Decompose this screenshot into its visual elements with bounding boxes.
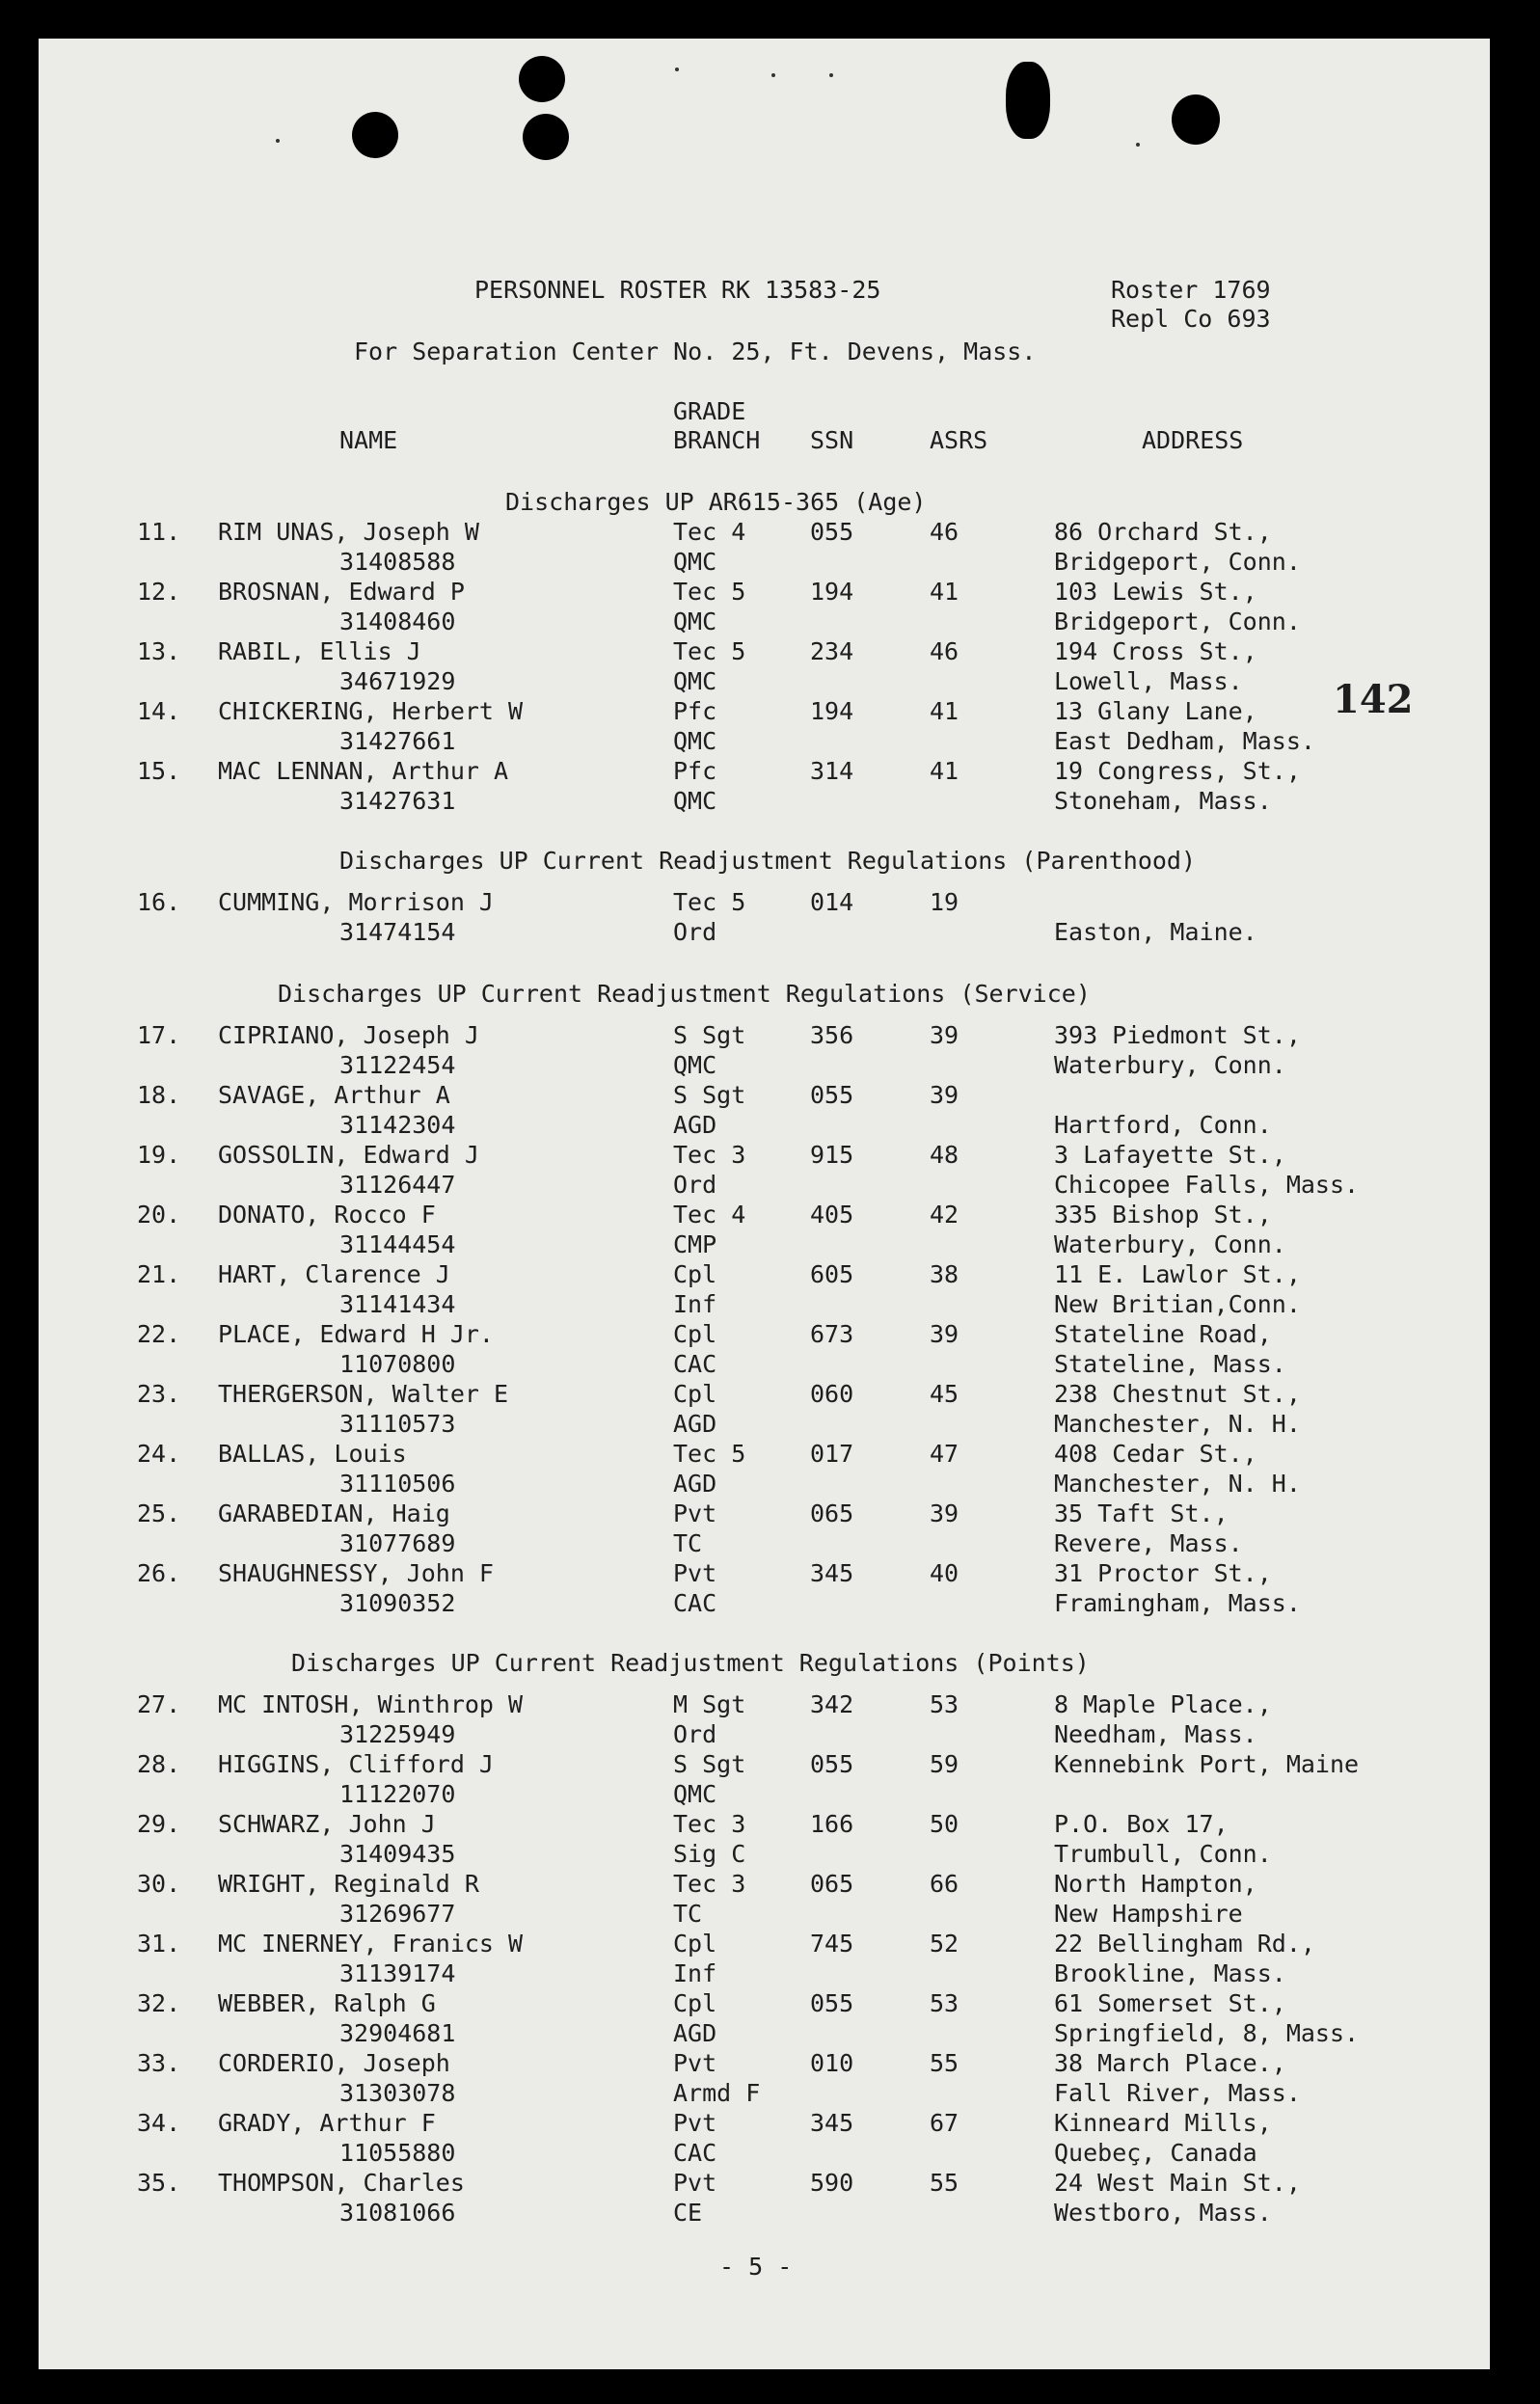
separation-center-line: For Separation Center No. 25, Ft. Devens, Mass. xyxy=(354,338,1037,365)
cell-branch: CAC xyxy=(673,1589,717,1617)
table-row xyxy=(39,2108,1490,2168)
cell-num: 13. xyxy=(137,637,181,665)
cell-asrs: 42 xyxy=(930,1201,959,1229)
cell-serial: 31427661 xyxy=(339,727,456,755)
cell-serial: 31427631 xyxy=(339,787,456,815)
section-heading: Discharges UP AR615-365 (Age) xyxy=(505,488,927,516)
cell-branch: QMC xyxy=(673,608,717,635)
cell-num: 20. xyxy=(137,1201,181,1229)
cell-name: GRADY, Arthur F xyxy=(218,2109,436,2137)
cell-ssn: 194 xyxy=(810,578,854,606)
cell-ssn: 055 xyxy=(810,518,854,546)
cell-addr2: Bridgeport, Conn. xyxy=(1054,548,1301,576)
cell-num: 12. xyxy=(137,578,181,606)
cell-addr2: Stoneham, Mass. xyxy=(1054,787,1272,815)
cell-num: 21. xyxy=(137,1260,181,1288)
cell-name: CUMMING, Morrison J xyxy=(218,888,494,916)
table-row xyxy=(39,1140,1490,1200)
cell-branch: QMC xyxy=(673,548,717,576)
cell-serial: 31077689 xyxy=(339,1529,456,1557)
cell-name: RABIL, Ellis J xyxy=(218,637,421,665)
cell-name: THERGERSON, Walter E xyxy=(218,1380,509,1408)
cell-name: WRIGHT, Reginald R xyxy=(218,1870,479,1898)
cell-ssn: 345 xyxy=(810,2109,854,2137)
cell-grade: S Sgt xyxy=(673,1750,746,1778)
cell-branch: CAC xyxy=(673,2139,717,2167)
cell-serial: 31126447 xyxy=(339,1171,456,1199)
cell-asrs: 55 xyxy=(930,2049,959,2077)
cell-addr2: New Britian,Conn. xyxy=(1054,1290,1301,1318)
cell-addr2: Springfield, 8, Mass. xyxy=(1054,2019,1360,2047)
cell-branch: Ord xyxy=(673,1720,717,1748)
cell-name: PLACE, Edward H Jr. xyxy=(218,1320,494,1348)
cell-addr2: Manchester, N. H. xyxy=(1054,1470,1301,1498)
cell-ssn: 166 xyxy=(810,1810,854,1838)
speck xyxy=(276,139,280,143)
cell-num: 16. xyxy=(137,888,181,916)
cell-asrs: 41 xyxy=(930,757,959,785)
cell-addr2: Chicopee Falls, Mass. xyxy=(1054,1171,1360,1199)
table-row xyxy=(39,1379,1490,1439)
cell-ssn: 055 xyxy=(810,1081,854,1109)
cell-addr1: 13 Glany Lane, xyxy=(1054,697,1257,725)
cell-addr1: 22 Bellingham Rd., xyxy=(1054,1930,1315,1958)
cell-serial: 32904681 xyxy=(339,2019,456,2047)
cell-name: SCHWARZ, John J xyxy=(218,1810,436,1838)
cell-addr1: Stateline Road, xyxy=(1054,1320,1272,1348)
cell-grade: Cpl xyxy=(673,1930,717,1958)
cell-serial: 31141434 xyxy=(339,1290,456,1318)
cell-ssn: 314 xyxy=(810,757,854,785)
repl-company: Repl Co 693 xyxy=(1111,305,1271,333)
column-header-name: NAME xyxy=(339,426,398,454)
punch-hole xyxy=(523,114,569,160)
cell-grade: Pfc xyxy=(673,757,717,785)
cell-addr2: Fall River, Mass. xyxy=(1054,2079,1301,2107)
cell-grade: M Sgt xyxy=(673,1690,746,1718)
speck xyxy=(829,73,833,77)
cell-addr2: Easton, Maine. xyxy=(1054,918,1257,946)
cell-name: MC INERNEY, Franics W xyxy=(218,1930,524,1958)
cell-addr2: Trumbull, Conn. xyxy=(1054,1840,1272,1868)
cell-num: 32. xyxy=(137,1989,181,2017)
cell-grade: Tec 5 xyxy=(673,578,746,606)
cell-asrs: 50 xyxy=(930,1810,959,1838)
cell-ssn: 194 xyxy=(810,697,854,725)
cell-addr1: 335 Bishop St., xyxy=(1054,1201,1272,1229)
cell-serial: 31144454 xyxy=(339,1230,456,1258)
cell-grade: Pvt xyxy=(673,1499,717,1527)
cell-ssn: 915 xyxy=(810,1141,854,1169)
cell-ssn: 014 xyxy=(810,888,854,916)
cell-num: 18. xyxy=(137,1081,181,1109)
cell-ssn: 590 xyxy=(810,2169,854,2197)
cell-addr1: 238 Chestnut St., xyxy=(1054,1380,1301,1408)
cell-asrs: 45 xyxy=(930,1380,959,1408)
section-heading: Discharges UP Current Readjustment Regulations (Points) xyxy=(291,1649,1090,1677)
cell-serial: 31110573 xyxy=(339,1410,456,1438)
cell-branch: Armd F xyxy=(673,2079,761,2107)
cell-name: MAC LENNAN, Arthur A xyxy=(218,757,509,785)
cell-addr1: 86 Orchard St., xyxy=(1054,518,1272,546)
section-heading: Discharges UP Current Readjustment Regulations (Service) xyxy=(278,980,1091,1008)
cell-addr2: Stateline, Mass. xyxy=(1054,1350,1286,1378)
cell-grade: Tec 4 xyxy=(673,518,746,546)
cell-name: CHICKERING, Herbert W xyxy=(218,697,524,725)
table-row xyxy=(39,1439,1490,1499)
cell-serial: 31269677 xyxy=(339,1900,456,1928)
cell-addr1: 8 Maple Place., xyxy=(1054,1690,1272,1718)
cell-addr2: Bridgeport, Conn. xyxy=(1054,608,1301,635)
table-row xyxy=(39,1689,1490,1749)
cell-addr2: Waterbury, Conn. xyxy=(1054,1051,1286,1079)
table-row xyxy=(39,756,1490,816)
cell-addr1: 3 Lafayette St., xyxy=(1054,1141,1286,1169)
cell-ssn: 342 xyxy=(810,1690,854,1718)
punch-hole xyxy=(1006,62,1050,139)
cell-ssn: 010 xyxy=(810,2049,854,2077)
cell-serial: 31408588 xyxy=(339,548,456,576)
cell-num: 27. xyxy=(137,1690,181,1718)
cell-ssn: 345 xyxy=(810,1559,854,1587)
cell-asrs: 53 xyxy=(930,1690,959,1718)
cell-num: 34. xyxy=(137,2109,181,2137)
table-row xyxy=(39,1988,1490,2048)
roster-title: PERSONNEL ROSTER RK 13583-25 xyxy=(474,276,881,304)
table-row xyxy=(39,2048,1490,2108)
cell-addr1: 103 Lewis St., xyxy=(1054,578,1257,606)
cell-addr1: 61 Somerset St., xyxy=(1054,1989,1286,2017)
cell-serial: 31081066 xyxy=(339,2199,456,2227)
cell-num: 14. xyxy=(137,697,181,725)
cell-addr1: 194 Cross St., xyxy=(1054,637,1257,665)
cell-grade: Tec 3 xyxy=(673,1870,746,1898)
cell-asrs: 39 xyxy=(930,1081,959,1109)
cell-ssn: 673 xyxy=(810,1320,854,1348)
cell-branch: Inf xyxy=(673,1290,717,1318)
cell-serial: 31139174 xyxy=(339,1959,456,1987)
table-row xyxy=(39,1869,1490,1929)
cell-addr2: Framingham, Mass. xyxy=(1054,1589,1301,1617)
cell-asrs: 53 xyxy=(930,1989,959,2017)
cell-num: 25. xyxy=(137,1499,181,1527)
cell-grade: Tec 4 xyxy=(673,1201,746,1229)
speck xyxy=(675,68,679,71)
cell-num: 17. xyxy=(137,1021,181,1049)
cell-asrs: 48 xyxy=(930,1141,959,1169)
cell-ssn: 605 xyxy=(810,1260,854,1288)
cell-num: 15. xyxy=(137,757,181,785)
cell-grade: Pvt xyxy=(673,1559,717,1587)
cell-asrs: 38 xyxy=(930,1260,959,1288)
cell-grade: Tec 3 xyxy=(673,1141,746,1169)
cell-addr2: New Hampshire xyxy=(1054,1900,1243,1928)
cell-name: MC INTOSH, Winthrop W xyxy=(218,1690,524,1718)
cell-asrs: 55 xyxy=(930,2169,959,2197)
cell-asrs: 41 xyxy=(930,578,959,606)
cell-num: 29. xyxy=(137,1810,181,1838)
cell-num: 22. xyxy=(137,1320,181,1348)
table-row xyxy=(39,517,1490,577)
cell-ssn: 065 xyxy=(810,1499,854,1527)
roster-number: Roster 1769 xyxy=(1111,276,1271,304)
cell-grade: Cpl xyxy=(673,1320,717,1348)
cell-serial: 31225949 xyxy=(339,1720,456,1748)
cell-num: 26. xyxy=(137,1559,181,1587)
cell-asrs: 59 xyxy=(930,1750,959,1778)
cell-addr1: 19 Congress, St., xyxy=(1054,757,1301,785)
cell-name: WEBBER, Ralph G xyxy=(218,1989,436,2017)
section-heading: Discharges UP Current Readjustment Regulations (Parenthood) xyxy=(339,847,1197,875)
cell-addr2: Quebeç, Canada xyxy=(1054,2139,1257,2167)
cell-asrs: 67 xyxy=(930,2109,959,2137)
table-row xyxy=(39,1809,1490,1869)
cell-serial: 31142304 xyxy=(339,1111,456,1139)
cell-branch: QMC xyxy=(673,727,717,755)
cell-name: THOMPSON, Charles xyxy=(218,2169,465,2197)
cell-ssn: 745 xyxy=(810,1930,854,1958)
cell-serial: 31408460 xyxy=(339,608,456,635)
cell-serial: 11070800 xyxy=(339,1350,456,1378)
roster-page xyxy=(39,39,1490,2369)
cell-branch: Ord xyxy=(673,918,717,946)
cell-branch: QMC xyxy=(673,1051,717,1079)
cell-addr2: East Dedham, Mass. xyxy=(1054,727,1315,755)
cell-grade: Pvt xyxy=(673,2169,717,2197)
cell-name: HIGGINS, Clifford J xyxy=(218,1750,494,1778)
cell-branch: TC xyxy=(673,1529,703,1557)
cell-grade: Cpl xyxy=(673,1380,717,1408)
column-header-address: ADDRESS xyxy=(1142,426,1244,454)
cell-name: CORDERIO, Joseph xyxy=(218,2049,450,2077)
cell-branch: CAC xyxy=(673,1350,717,1378)
table-row xyxy=(39,696,1490,756)
cell-serial: 31122454 xyxy=(339,1051,456,1079)
cell-grade: Tec 5 xyxy=(673,637,746,665)
cell-asrs: 19 xyxy=(930,888,959,916)
column-header-branch: BRANCH xyxy=(673,426,761,454)
cell-addr1: 35 Taft St., xyxy=(1054,1499,1229,1527)
cell-addr1: 31 Proctor St., xyxy=(1054,1559,1272,1587)
cell-branch: TC xyxy=(673,1900,703,1928)
cell-grade: S Sgt xyxy=(673,1081,746,1109)
cell-addr2: Manchester, N. H. xyxy=(1054,1410,1301,1438)
cell-serial: 31474154 xyxy=(339,918,456,946)
cell-name: DONATO, Rocco F xyxy=(218,1201,436,1229)
cell-addr1: 38 March Place., xyxy=(1054,2049,1286,2077)
cell-name: GARABEDIAN, Haig xyxy=(218,1499,450,1527)
cell-num: 24. xyxy=(137,1440,181,1468)
cell-addr2: Needham, Mass. xyxy=(1054,1720,1257,1748)
page-number: - 5 - xyxy=(719,2253,793,2281)
cell-branch: AGD xyxy=(673,1410,717,1438)
cell-asrs: 46 xyxy=(930,637,959,665)
cell-asrs: 39 xyxy=(930,1499,959,1527)
cell-ssn: 234 xyxy=(810,637,854,665)
cell-grade: Cpl xyxy=(673,1260,717,1288)
cell-grade: Tec 5 xyxy=(673,888,746,916)
cell-grade: Pvt xyxy=(673,2109,717,2137)
cell-branch: AGD xyxy=(673,1111,717,1139)
cell-ssn: 356 xyxy=(810,1021,854,1049)
cell-grade: S Sgt xyxy=(673,1021,746,1049)
cell-branch: QMC xyxy=(673,667,717,695)
cell-asrs: 52 xyxy=(930,1930,959,1958)
cell-serial: 31110506 xyxy=(339,1470,456,1498)
cell-name: SAVAGE, Arthur A xyxy=(218,1081,450,1109)
cell-serial: 31303078 xyxy=(339,2079,456,2107)
cell-num: 23. xyxy=(137,1380,181,1408)
cell-asrs: 39 xyxy=(930,1320,959,1348)
cell-asrs: 47 xyxy=(930,1440,959,1468)
cell-name: BALLAS, Louis xyxy=(218,1440,407,1468)
table-row xyxy=(39,577,1490,636)
table-row xyxy=(39,2168,1490,2228)
cell-serial: 31409435 xyxy=(339,1840,456,1868)
cell-grade: Pvt xyxy=(673,2049,717,2077)
cell-ssn: 055 xyxy=(810,1750,854,1778)
cell-name: RIM UNAS, Joseph W xyxy=(218,518,479,546)
speck xyxy=(771,73,775,77)
cell-serial: 11055880 xyxy=(339,2139,456,2167)
cell-grade: Pfc xyxy=(673,697,717,725)
cell-asrs: 40 xyxy=(930,1559,959,1587)
cell-addr1: North Hampton, xyxy=(1054,1870,1257,1898)
cell-name: GOSSOLIN, Edward J xyxy=(218,1141,479,1169)
column-header-grade: GRADE xyxy=(673,397,746,425)
table-row xyxy=(39,1749,1490,1809)
column-header-asrs: ASRS xyxy=(930,426,988,454)
cell-asrs: 39 xyxy=(930,1021,959,1049)
cell-addr2: Lowell, Mass. xyxy=(1054,667,1243,695)
table-row xyxy=(39,887,1490,947)
cell-addr2: Waterbury, Conn. xyxy=(1054,1230,1286,1258)
cell-grade: Tec 5 xyxy=(673,1440,746,1468)
cell-branch: Inf xyxy=(673,1959,717,1987)
cell-grade: Cpl xyxy=(673,1989,717,2017)
table-row xyxy=(39,1259,1490,1319)
table-row xyxy=(39,1200,1490,1259)
column-header-ssn: SSN xyxy=(810,426,854,454)
table-row xyxy=(39,1080,1490,1140)
table-row xyxy=(39,1499,1490,1558)
cell-serial: 11122070 xyxy=(339,1780,456,1808)
speck xyxy=(1136,143,1140,147)
table-row xyxy=(39,1558,1490,1618)
cell-ssn: 405 xyxy=(810,1201,854,1229)
cell-addr2: Westboro, Mass. xyxy=(1054,2199,1272,2227)
cell-addr2: Hartford, Conn. xyxy=(1054,1111,1272,1139)
cell-name: BROSNAN, Edward P xyxy=(218,578,465,606)
cell-name: CIPRIANO, Joseph J xyxy=(218,1021,479,1049)
punch-hole xyxy=(1172,95,1220,145)
table-row xyxy=(39,1929,1490,1988)
cell-addr1: Kennebink Port, Maine xyxy=(1054,1750,1360,1778)
table-row xyxy=(39,1319,1490,1379)
cell-ssn: 017 xyxy=(810,1440,854,1468)
cell-branch: Sig C xyxy=(673,1840,746,1868)
cell-branch: QMC xyxy=(673,1780,717,1808)
cell-num: 28. xyxy=(137,1750,181,1778)
cell-branch: AGD xyxy=(673,1470,717,1498)
cell-num: 35. xyxy=(137,2169,181,2197)
table-row xyxy=(39,1020,1490,1080)
cell-num: 31. xyxy=(137,1930,181,1958)
cell-ssn: 060 xyxy=(810,1380,854,1408)
cell-branch: AGD xyxy=(673,2019,717,2047)
page-stamp-number: 142 xyxy=(1333,677,1414,722)
cell-ssn: 065 xyxy=(810,1870,854,1898)
punch-hole xyxy=(352,112,398,158)
cell-addr1: 393 Piedmont St., xyxy=(1054,1021,1301,1049)
cell-branch: CE xyxy=(673,2199,703,2227)
cell-name: SHAUGHNESSY, John F xyxy=(218,1559,494,1587)
cell-addr1: 11 E. Lawlor St., xyxy=(1054,1260,1301,1288)
cell-branch: CMP xyxy=(673,1230,717,1258)
cell-addr1: P.O. Box 17, xyxy=(1054,1810,1229,1838)
cell-ssn: 055 xyxy=(810,1989,854,2017)
cell-asrs: 41 xyxy=(930,697,959,725)
cell-serial: 34671929 xyxy=(339,667,456,695)
punch-hole xyxy=(519,56,565,102)
cell-grade: Tec 3 xyxy=(673,1810,746,1838)
cell-serial: 31090352 xyxy=(339,1589,456,1617)
cell-num: 30. xyxy=(137,1870,181,1898)
cell-addr1: Kinneard Mills, xyxy=(1054,2109,1272,2137)
cell-addr1: 24 West Main St., xyxy=(1054,2169,1301,2197)
cell-addr1: 408 Cedar St., xyxy=(1054,1440,1257,1468)
cell-num: 33. xyxy=(137,2049,181,2077)
cell-num: 11. xyxy=(137,518,181,546)
cell-branch: QMC xyxy=(673,787,717,815)
cell-num: 19. xyxy=(137,1141,181,1169)
cell-addr2: Brookline, Mass. xyxy=(1054,1959,1286,1987)
cell-name: HART, Clarence J xyxy=(218,1260,450,1288)
cell-asrs: 66 xyxy=(930,1870,959,1898)
cell-asrs: 46 xyxy=(930,518,959,546)
cell-addr2: Revere, Mass. xyxy=(1054,1529,1243,1557)
cell-branch: Ord xyxy=(673,1171,717,1199)
table-row xyxy=(39,636,1490,696)
